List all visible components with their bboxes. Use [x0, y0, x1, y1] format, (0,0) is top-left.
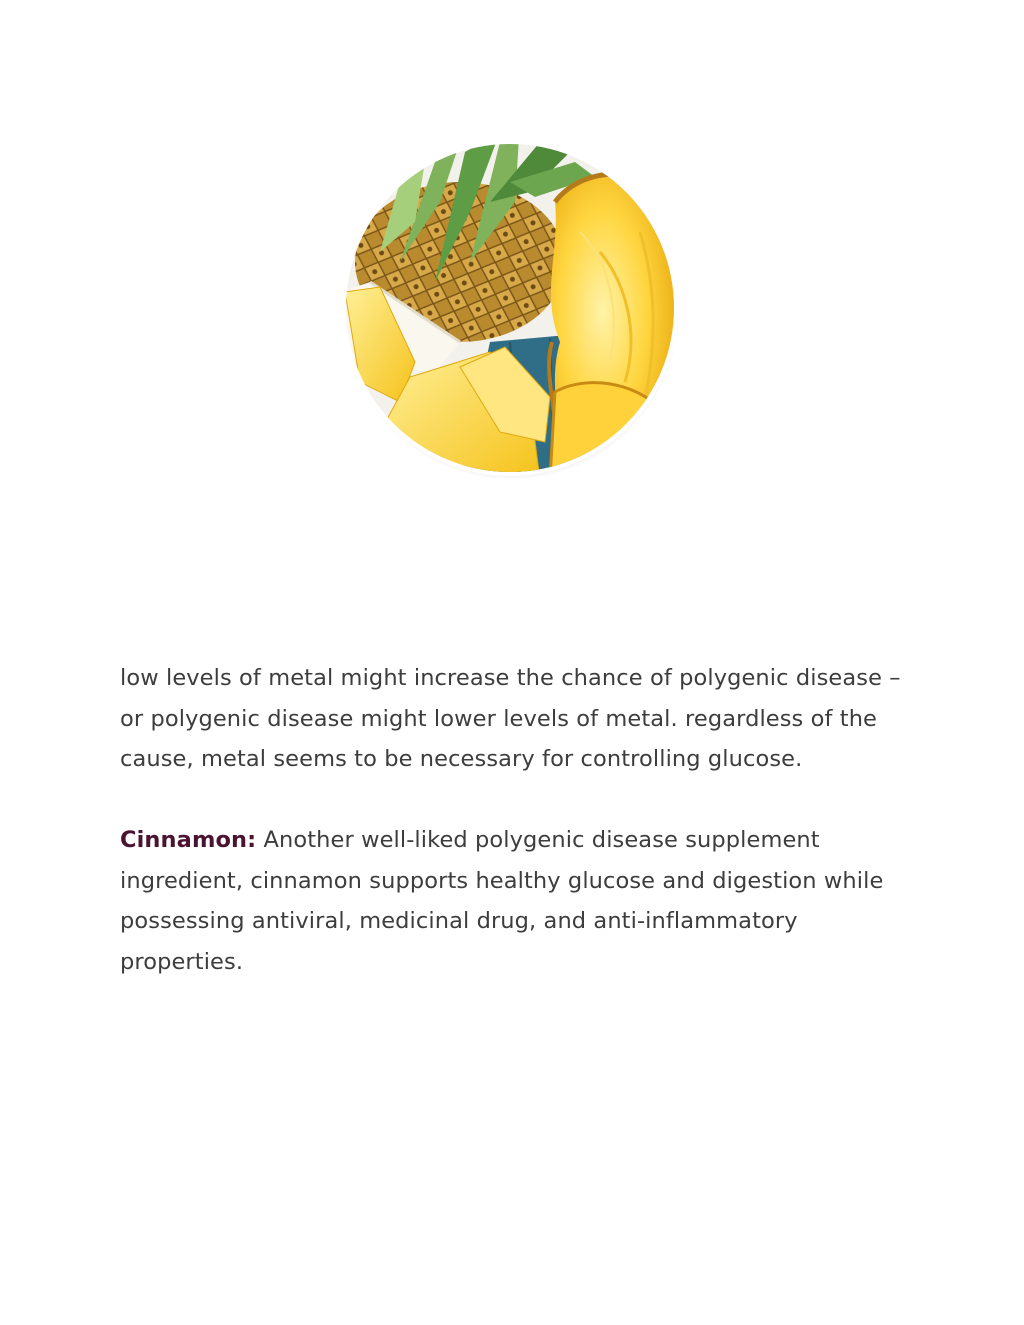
cinnamon-term: Cinnamon:	[120, 827, 257, 853]
paragraph-cinnamon	[120, 820, 910, 982]
article-body	[120, 658, 910, 982]
pineapple-illustration	[340, 142, 682, 480]
paragraph-metal-text: low levels of metal might increase the chance of polygenic disease – or polygenic disease might lower levels of metal. regardless of the cause, metal seems to be necessary for controlling glucose.	[120, 665, 901, 772]
paragraph-cinnamon-text: Another well-liked polygenic disease supplement ingredient, cinnamon supports healthy glucose and digestion while possessing antiviral, medicinal drug, and anti-inflammatory properties.	[120, 827, 884, 975]
pineapple-photo	[340, 142, 682, 480]
paragraph-metal	[120, 658, 910, 780]
